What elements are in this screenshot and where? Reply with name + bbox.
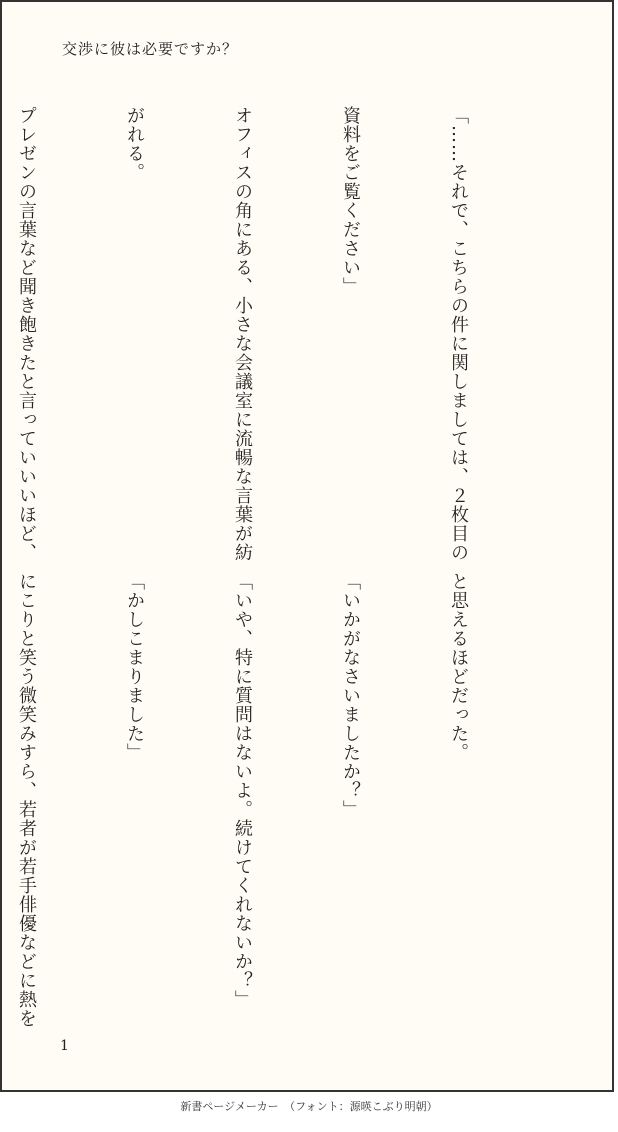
text-line: 「……それで、こちらの件に関しましては、２枚目の — [448, 106, 469, 562]
text-line: 「いや、特に質問はないよ。続けてくれないか？」 — [232, 572, 253, 1009]
footer-credit: 新書ページメーカー （フォント：源暎こぶり明朝） — [180, 1100, 438, 1113]
text-line: 「いかがなさいましたか？」 — [340, 572, 361, 819]
page-number: 1 — [60, 1038, 69, 1054]
text-line: 資料をご覧ください」 — [340, 106, 361, 296]
text-line: と思えるほどだった。 — [448, 572, 469, 762]
text-line: オフィスの角にある、小さな会議室に流暢な言葉が紡 — [232, 106, 253, 562]
text-block-lower — [0, 572, 548, 1028]
page-title: 交渉に彼は必要ですか？ — [62, 40, 239, 58]
text-line: がれる。 — [124, 106, 145, 182]
text-line: プレゼンの言葉など聞き飽きたと言っていいいほど、 — [16, 106, 37, 562]
text-line: にこりと笑う微笑みすら、若者が若手俳優などに熱を — [16, 572, 37, 1028]
text-block-upper — [0, 106, 548, 562]
text-line: 「かしこまりました」 — [124, 572, 145, 762]
